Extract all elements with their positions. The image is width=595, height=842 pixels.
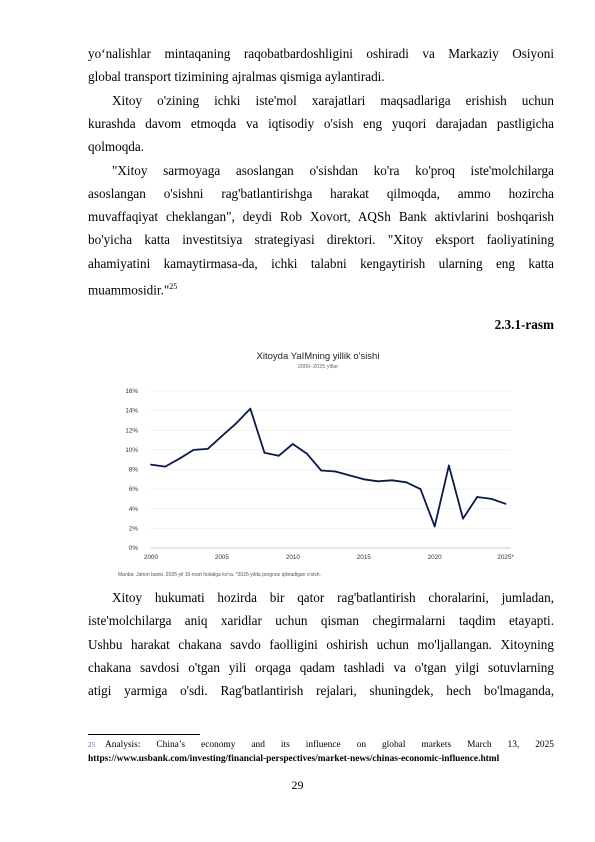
data-point: [235, 422, 237, 424]
x-tick-label: 2005: [214, 554, 229, 561]
footnote-reference[interactable]: 25: [169, 281, 178, 291]
data-point: [448, 465, 450, 467]
data-point: [193, 449, 195, 451]
footnote-divider: [88, 734, 200, 735]
text-line: iste'molchilarga aniq xaridlar uchun qisman chegirmalarni taqdim etayapti.: [88, 613, 554, 629]
data-point: [363, 478, 365, 480]
text-line: Xitoy o'zining ichki iste'mol xarajatlari maqsadlariga erishish uchun: [112, 92, 554, 108]
text-line: ahamiyatini kamaytirmasa-da, ichki talabni kengaytirish ularning eng katta: [88, 255, 554, 271]
data-point: [264, 452, 266, 454]
data-point: [178, 458, 180, 460]
data-point: [505, 503, 507, 505]
text-line: yo‘nalishlar mintaqaning raqobatbardoshligini oshiradi va Markaziy Osiyoni: [88, 46, 554, 61]
data-point: [434, 526, 436, 528]
data-point: [164, 466, 166, 468]
text-line: [88, 275, 554, 298]
data-point: [334, 471, 336, 473]
data-point: [306, 453, 308, 455]
text-line: chakana savdosi o'tgan yili orqaga qadam tashladi va o'tgan yilgi sotuvlarning: [88, 659, 554, 675]
y-tick-label: 6%: [128, 486, 138, 494]
y-tick-label: 4%: [128, 505, 138, 513]
gdp-growth-chart: [118, 349, 518, 585]
y-tick-label: 2%: [128, 525, 138, 533]
data-point: [491, 498, 493, 500]
paragraph-3: [88, 159, 554, 299]
text-line: atigi yarmiga o'sdi. Rag'batlantirish rejalari, shuningdek, hech bo'lmaganda,: [88, 683, 554, 699]
y-tick-label: 8%: [128, 466, 138, 474]
footnote-url[interactable]: https://www.usbank.com/investing/financial-perspectives/market-news/chinas-economic-influence.html: [88, 754, 500, 764]
text-line: qolmoqda.: [88, 139, 145, 155]
chart-title: Xitoyda YaIMning yillik o'sishi: [256, 351, 380, 362]
paragraph-4: [88, 586, 554, 702]
figure-label: 2.3.1-rasm: [494, 317, 554, 332]
footnote-citation: Analysis: China’s economy and its influence on global markets March 13, 2025: [105, 740, 554, 750]
chart-subtitle: 2000–2025 yillar: [297, 364, 339, 370]
data-point: [221, 435, 223, 437]
paragraph-1: [88, 42, 554, 89]
footnote-line-1: [88, 738, 554, 752]
text-line: bo'yicha katta investitsiya strategiyasi direktori. "Xitoy eksport faoliyatining: [88, 232, 554, 248]
x-tick-label: 2020: [427, 554, 442, 561]
x-tick-label: 2000: [143, 554, 159, 561]
chart-source-note: Manba: Jahon banki. 2025-yil 10-mart holatiga ko'ra. *2025-yilda prognoz qilinadigan o'sish.: [118, 572, 321, 578]
data-point: [278, 455, 280, 457]
data-point: [420, 488, 422, 490]
text-line: asoslangan o'sishni rag'batlantirishga harakat qilmoqda, ammo hozircha: [88, 185, 554, 201]
data-point: [320, 470, 322, 472]
x-tick-label: 2025*: [497, 554, 514, 561]
text-line: global transport tizimining ajralmas qismiga aylantiradi.: [88, 69, 385, 85]
data-point: [349, 474, 351, 476]
text-line: "Xitoy sarmoyaga asoslangan o'sishdan ko'ra ko'proq iste'molchilarga: [112, 162, 554, 178]
y-tick-label: 0%: [128, 545, 138, 552]
data-point: [462, 518, 464, 520]
chart-plot: [118, 349, 518, 569]
text-line: Xitoy hukumati hozirda bir qator rag'batlantirish choralarini, jumladan,: [112, 590, 554, 605]
footnote-mark: 25: [88, 741, 95, 749]
data-point: [207, 448, 209, 450]
text-line: Ushbu harakat chakana savdo faolligini oshirish uchun mo'ljallangan. Xitoyning: [88, 636, 554, 652]
text-line: kurashda davom etmoqda va iqtisodiy o'sish eng yuqori darajadan pastligicha: [88, 115, 554, 131]
y-tick-label: 10%: [125, 446, 138, 454]
text-line: muvaffaqiyat cheklangan", deydi Rob Xovort, AQSh Bank aktivlarini boshqarish: [88, 209, 554, 225]
data-point: [476, 496, 478, 498]
page-number: 29: [291, 778, 304, 792]
paragraph-2: [88, 89, 554, 159]
footnote: [88, 738, 554, 766]
data-point: [405, 481, 407, 483]
data-point: [249, 408, 251, 410]
data-point: [150, 464, 152, 466]
y-tick-label: 14%: [125, 407, 138, 415]
data-point: [377, 480, 379, 482]
x-tick-label: 2015: [356, 554, 371, 561]
text-line-content: muammosidir.": [88, 282, 170, 298]
x-tick-label: 2010: [285, 554, 300, 561]
data-point: [391, 479, 393, 481]
y-tick-label: 16%: [125, 388, 138, 395]
y-tick-label: 12%: [125, 427, 138, 435]
data-point: [292, 443, 294, 445]
